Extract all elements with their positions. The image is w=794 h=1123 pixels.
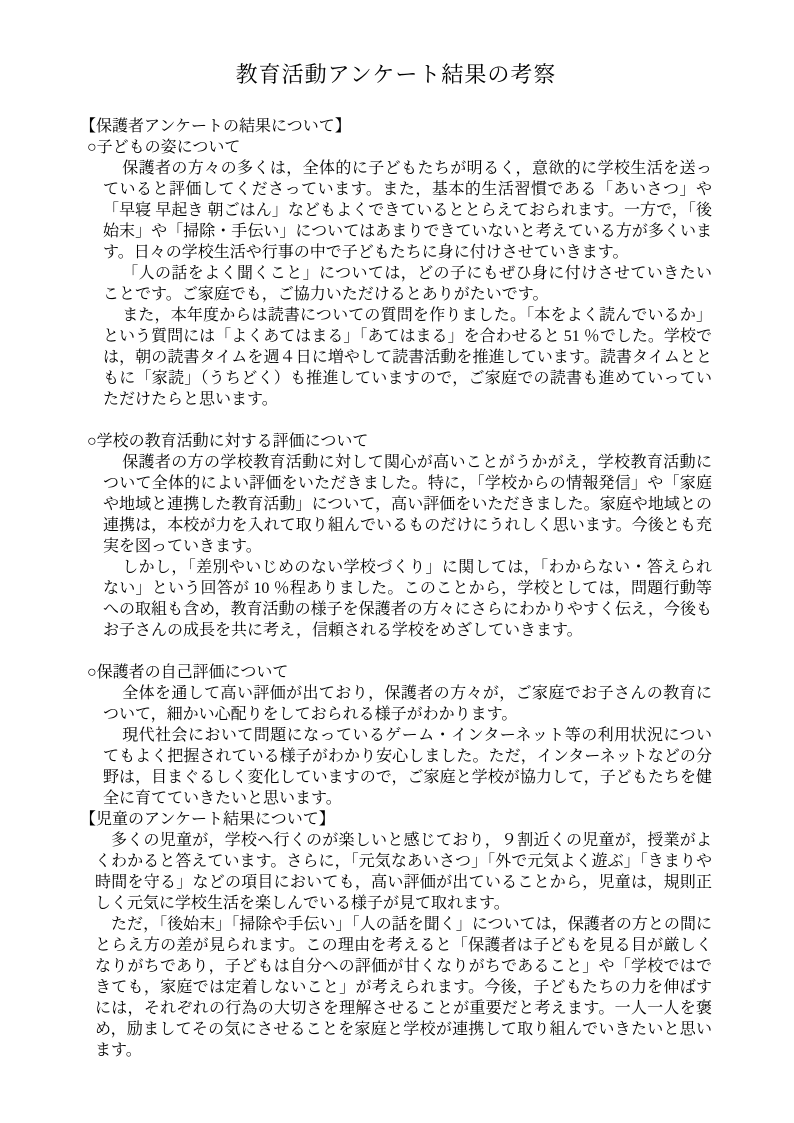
subsection-school-evaluation xyxy=(80,431,712,641)
paragraph: 保護者の方の学校教育活動に対して関心が高いことがうかがえ，学校教育活動について全体的によい評価をいただきました。特に，「学校からの情報発信」や「家庭や地域と連携した教育活動」について，高い評価をいただきました。家庭や地域との連携は，本校が力を入れて取り組んでいるものだけにうれしく思います。今後とも充実を図っていきます。 xyxy=(103,454,712,555)
subsection-heading-parent-self-evaluation: ○保護者の自己評価について xyxy=(87,664,289,681)
section-parent-survey xyxy=(80,116,712,809)
section-heading-parent-survey: 【保護者アンケートの結果について】 xyxy=(80,118,351,135)
paragraph: 保護者の方々の多くは，全体的に子どもたちが明るく，意欲的に学校生活を送っていると評価してくださっています。また，基本的生活習慣である「あいさつ」や「早寝 早起き 朝ごはん」などもよくできているととらえておられます。一方で，「後始末」や「掃除・手伝い」についてはあまりできていないと考えている方が多くいます。日々の学校生活や行事の中で子どもたちに身に付けさせていきます。 xyxy=(103,160,712,261)
paragraph: ただ，「後始末」「掃除や手伝い」「人の話を聞く」については，保護者の方との間にとらえ方の差が見られます。この理由を考えると「保護者は子どもを見る目が厳しくなりがちであり，子どもは自分への評価が甘くなりがちであること」や「学校ではできても，家庭では定着しないこと」が考えられます。今後，子どもたちの力を伸ばすには，それぞれの行為の大切さを理解させることが重要だと考えます。一人一人を褒め，励ましてその気にさせることを家庭と学校が連携して取り組んでいきたいと思います。 xyxy=(95,916,712,1059)
paragraph: 現代社会において問題になっているゲーム・インターネット等の利用状況についてもよく把握されている様子がわかり安心しました。ただ，インターネットなどの分野は，目まぐるしく変化していますので，ご家庭と学校が協力して，子どもたちを健全に育てていきたいと思います。 xyxy=(103,727,712,807)
subsection-parent-self-evaluation xyxy=(80,662,712,809)
paragraph: しかし，「差別やいじめのない学校づくり」に関しては，「わからない・答えられない」という回答が 10 ％程ありました。このことから，学校としては，問題行動等への取組も含め，教育活動の様子を保護者の方々にさらにわかりやすく伝え，今後もお子さんの成長を共に考え，信頼される学校をめざしていきます。 xyxy=(103,559,712,639)
paragraph: 「人の話をよく聞くこと」については，どの子にもぜひ身に付けさせていきたいことです。ご家庭でも，ご協力いただけるとありがたいです。 xyxy=(103,265,712,303)
paragraph: 多くの児童が，学校へ行くのが楽しいと感じており，９割近くの児童が，授業がよくわかると答えています。さらに，「元気なあいさつ」「外で元気よく遊ぶ」「きまりや時間を守る」などの項目においても，高い評価が出ていることから，児童は，規則正しく元気に学校生活を楽しんでいる様子が見て取れます。 xyxy=(95,832,712,912)
document-title: 教育活動アンケート結果の考察 xyxy=(235,62,557,87)
subsection-heading-school-evaluation: ○学校の教育活動に対する評価について xyxy=(87,433,369,450)
paragraph: 全体を通して高い評価が出ており，保護者の方々が，ご家庭でお子さんの教育について，細かい心配りをしておられる様子がわかります。 xyxy=(103,685,712,723)
section-child-survey xyxy=(80,809,712,1061)
paragraph: また，本年度からは読書についての質問を作りました。「本をよく読んでいるか」という質問には「よくあてはまる」「あてはまる」を合わせると 51 ％でした。学校では，朝の読書タイムを週４日に増やして読書活動を推進しています。読書タイムとともに「家読」（うちどく）も推進していますので，ご家庭での読書も進めていっていただけたらと思います。 xyxy=(103,307,712,408)
subsection-heading-child-appearance: ○子どもの姿について xyxy=(87,139,241,156)
section-heading-child-survey: 【児童のアンケート結果について】 xyxy=(80,811,335,828)
subsection-child-appearance xyxy=(80,137,712,410)
